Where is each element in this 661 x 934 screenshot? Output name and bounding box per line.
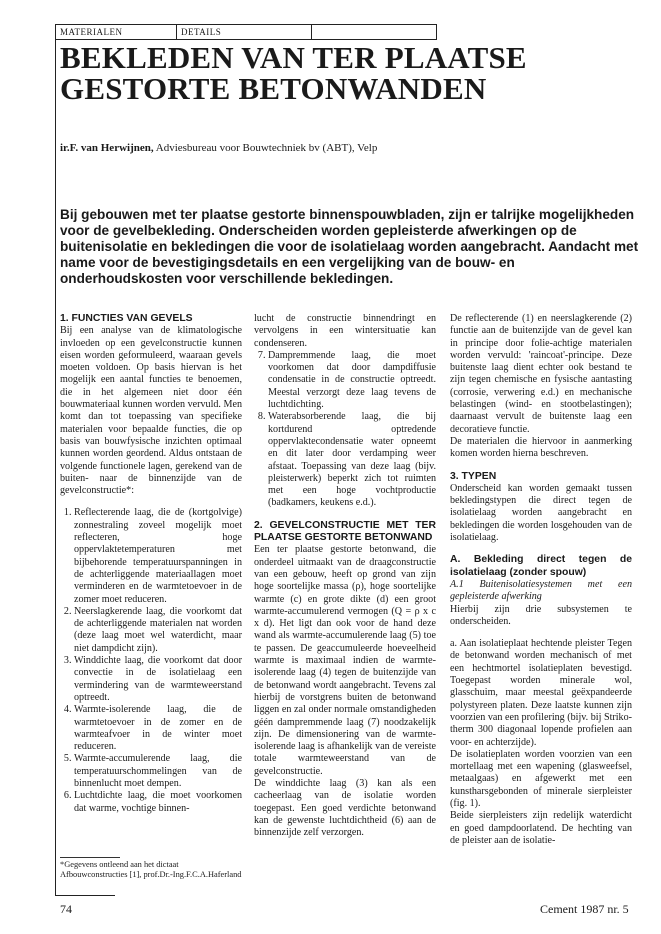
list-item: 7. Dampremmende laag, die moet voorkomen dat door dampdiffusie condensatie in de constructie optreedt. Meestal verzorgt deze laag tevens de luchtdichting. [268,350,436,411]
col2-continuation: lucht de constructie binnendringt en vervolgens in een wintersituatie kan condenseren. [254,313,436,349]
author-name: ir.F. van Herwijnen, [60,142,154,154]
page-number: 74 [60,902,72,916]
col3-p5: a. Aan isolatieplaat hechtende pleister Tegen de betonwand worden mechanisch of met een hechtmortel isolatieplaten bevestigd. Toegepast worden minerale wol, glasschuim, maar meestal geëxpandeerde polystyreen platen. Deze laatste kunnen zijn voorzien van een profilering (bijv. bij Striko-therm 300 diagonaal lopende profielen aan voor- en achterzijde). [450,638,632,748]
list-item: 6. Luchtdichte laag, die moet voorkomen dat warme, vochtige binnen- [74,790,242,815]
article-title: BEKLEDEN VAN TER PLAATSE GESTORTE BETONWANDEN [60,40,527,106]
journal-issue: Cement 1987 nr. 5 [540,902,629,916]
author-line [60,142,377,154]
list-item: 2. Neerslagkerende laag, die voorkomt dat de achterliggende materialen nat worden (deze laag moet wel waterdicht, maar niet dampdicht zijn). [74,606,242,655]
list-item: 8. Waterabsorberende laag, die bij kortdurend optredende oppervlaktecondensatie water opneemt en dit later door verdamping weer afstaat. Toepassing van deze laag (bijv. pleisterwerk) beperkt zich tot ruimten met een hoge vochtproductie (badkamers, keukens e.d.). [268,411,436,509]
tab-empty [312,25,436,39]
footnote-rule [60,857,120,858]
list-item: 1. Reflecterende laag, die de (kortgolvige) zonnestraling zoveel mogelijk moet reflecteren, hoge oppervlaktetemperaturen met bijbehorende temperatuurspanningen in de achterliggende materiaallagen moet verminderen en de warmtetoevoer in de zomer moet reduceren. [74,507,242,605]
column-3 [450,313,632,847]
layer-list [60,507,242,814]
section-tabs [55,24,437,40]
list-item: 3. Winddichte laag, die voorkomt dat door convectie in de isolatielaag een vermindering van de warmteweerstand optreedt. [74,655,242,704]
col3-p2: De materialen die hiervoor in aanmerking komen worden hierna beschreven. [450,435,632,460]
tab-details: DETAILS [177,25,312,39]
col1-intro: Bij een analyse van de klimatologische invloeden op een gevelconstructie kunnen eisen worden geformuleerd, waaraan gevels moeten voldoen. Op basis hiervan is het mogelijk een aantal functies te benoemen, die in het algemeen niet door één bouwmateriaal kunnen worden vervuld. Men komt dan tot toepassing van specifieke materialen voor bepaalde functies, die op basis van bouwfysische inzichten optimaal kunnen worden geordend. Aldus ontstaan de volgende functionele lagen, gerekend van de buiten- naar de binnenzijde van de gevelconstructie*: [60,325,242,497]
lead-paragraph: Bij gebouwen met ter plaatse gestorte binnenspouwbladen, zijn er talrijke mogelijkheden voor de gevelbekleding. Onderscheiden worden gepleisterde afwerkingen op de buitenisolatie en bekledingen die voor de isolatielaag worden aangebracht. Aandacht met name voor de bevestigingsdetails en een vergelijking van de bouw- en onderhoudskosten voor verschillende bekledingen. [60,207,639,286]
author-affiliation: Adviesbureau voor Bouwtechniek bv (ABT), Velp [155,142,378,154]
column-2 [254,313,436,839]
col3-p3: Onderscheid kan worden gemaakt tussen bekledingstypen die direct tegen de isolatielaag worden aangebracht en bekledingen die worden losgehouden van de isolatielaag. [450,482,632,544]
col2-body2: De winddichte laag (3) kan als een cacheerlaag van de isolatie worden toegepast. Een goed verdichte betonwand kan de gewenste luchtdichtheid (6) aan de binnenzijde zelf verzorgen. [254,777,436,839]
footnote: *Gegevens ontleend aan het dictaat Afbouwconstructies [1], prof.Dr.-Ing.F.C.A.Haferland [60,860,242,879]
heading-typen: 3. TYPEN [450,470,497,482]
heading-functies: 1. FUNCTIES VAN GEVELS [60,313,193,324]
layer-list-cont [254,350,436,510]
col3-p4: Hierbij zijn drie subsystemen te onderscheiden. [450,603,632,627]
col3-p1: De reflecterende (1) en neerslagkerende (2) functie aan de buitenzijde van de gevel kan in principe door folie-achtige materialen worden vervuld: 'raincoat'-principe. Deze buitenste laag dient echter ook bestand te zijn tegen chemische en fysische aantasting (corrosie, verwering e.d.) en mechanische belastingen (wind- en stootbelastingen); daarnaast vervult de buitenste laag een decoratieve functie. [450,313,632,435]
heading-gevelconstructie: 2. GEVELCONSTRUCTIE MET TER PLAATSE GESTORTE BETONWAND [254,519,436,544]
col3-italic-sub: A.1 Buitenisolatiesystemen met een gepleisterde afwerking [450,578,632,603]
frame-bottom-rule [55,895,115,896]
col3-p6: De isolatieplaten worden voorzien van een mortellaag met een wapening (glasweefsel, metaalgaas) en afgewerkt met een kunstharsgebonden of minerale sierpleister (fig. 1). [450,748,632,809]
list-item: 5. Warmte-accumulerende laag, die temperatuurschommelingen van de binnenlucht moet dempen. [74,753,242,790]
col3-p7: Beide sierpleisters zijn redelijk waterdicht en goed dampdoorlatend. De hechting van de pleister aan de isolatie- [450,810,632,846]
column-1 [60,313,242,815]
frame-left-rule [55,38,56,896]
tab-materialen: MATERIALEN [56,25,177,39]
col2-body: Een ter plaatse gestorte betonwand, die onderdeel uitmaakt van de draagconstructie van een gebouw, heeft op grond van zijn hoge soortelijke massa (ρ), hoge soortelijke warmte (c) en grote dikte (d) een groot warmte-accumulerend vermogen (Q = ρ x c x d). Het ligt dan ook voor de hand deze wand als warmte-accumulerende laag (5) toe te passen. De geaccumuleerde hoeveelheid warmte is maximaal indien de warmte-isolerende laag (4) tegen de buitenzijde van de betonwand wordt aangebracht. Tevens zal hierbij de vorstgrens buiten de betonwand liggen en zal onder normale omstandigheden géén dampremmende laag (7) noodzakelijk zijn. De dimensionering van de warmte-isolerende laag is afhankelijk van de vereiste totale warmteweerstand van de gevelconstructie. [254,544,436,777]
list-item: 4. Warmte-isolerende laag, die de warmtetoevoer in de zomer en de warmteafvoer in de winter moet reduceren. [74,704,242,753]
subheading-bekleding: A. Bekleding direct tegen de isolatielaag (zonder spouw) [450,554,632,578]
